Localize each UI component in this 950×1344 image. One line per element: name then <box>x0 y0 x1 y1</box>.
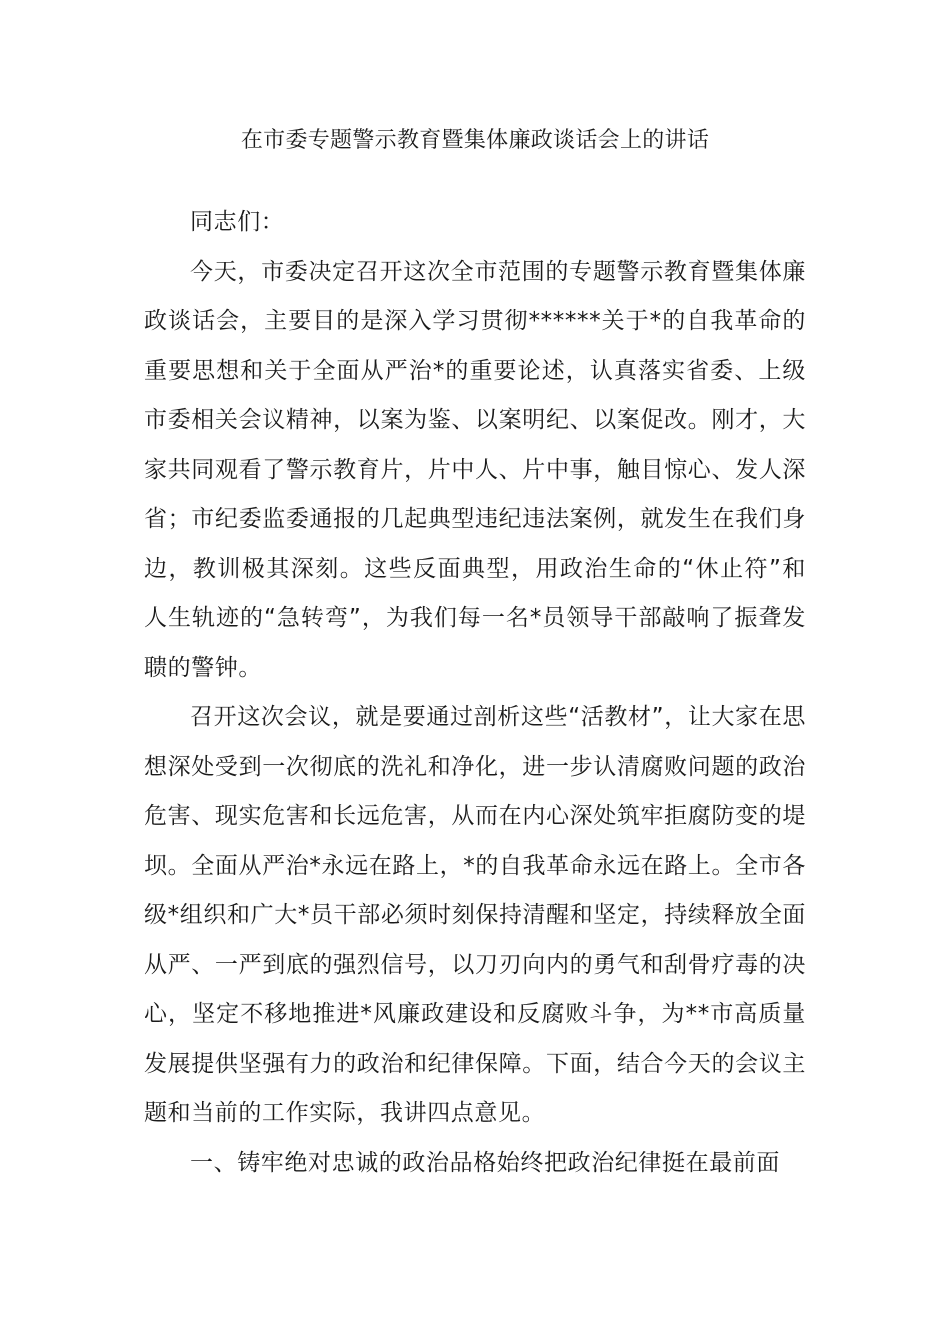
paragraph-purpose: 召开这次会议，就是要通过剖析这些“活教材”，让大家在思想深处受到一次彻底的洗礼和净化，进一步认清腐败问题的政治危害、现实危害和长远危害，从而在内心深处筑牢拒腐防变的堤坝。全面从严治*永远在路上，*的自我革命永远在路上。全市各级*组织和广大*员干部必须时刻保持清醒和坚定，持续释放全面从严、一严到底的强烈信号，以刀刃向内的勇气和刮骨疗毒的决心，坚定不移地推进*风廉政建设和反腐败斗争，为**市高质量发展提供坚强有力的政治和纪律保障。下面，结合今天的会议主题和当前的工作实际，我讲四点意见。 <box>144 704 806 1126</box>
paragraph-intro: 今天，市委决定召开这次全市范围的专题警示教育暨集体廉政谈话会，主要目的是深入学习贯彻******关于*的自我革命的重要思想和关于全面从严治*的重要论述，认真落实省委、上级市委相关会议精神，以案为鉴、以案明纪、以案促改。刚才，大家共同观看了警示教育片，片中人、片中事，触目惊心、发人深省；市纪委监委通报的几起典型违纪违法案例，就发生在我们身边，教训极其深刻。这些反面典型，用政治生命的“休止符”和人生轨迹的“急转弯”，为我们每一名*员领导干部敲响了振聋发聩的警钟。 <box>144 258 806 681</box>
salutation: 同志们： <box>190 209 285 235</box>
section-heading: 一、铸牢绝对忠诚的政治品格始终把政治纪律挺在最前面 <box>190 1149 780 1176</box>
document-title: 在市委专题警示教育暨集体廉政谈话会上的讲话 <box>240 128 710 153</box>
document-body <box>144 198 806 1188</box>
